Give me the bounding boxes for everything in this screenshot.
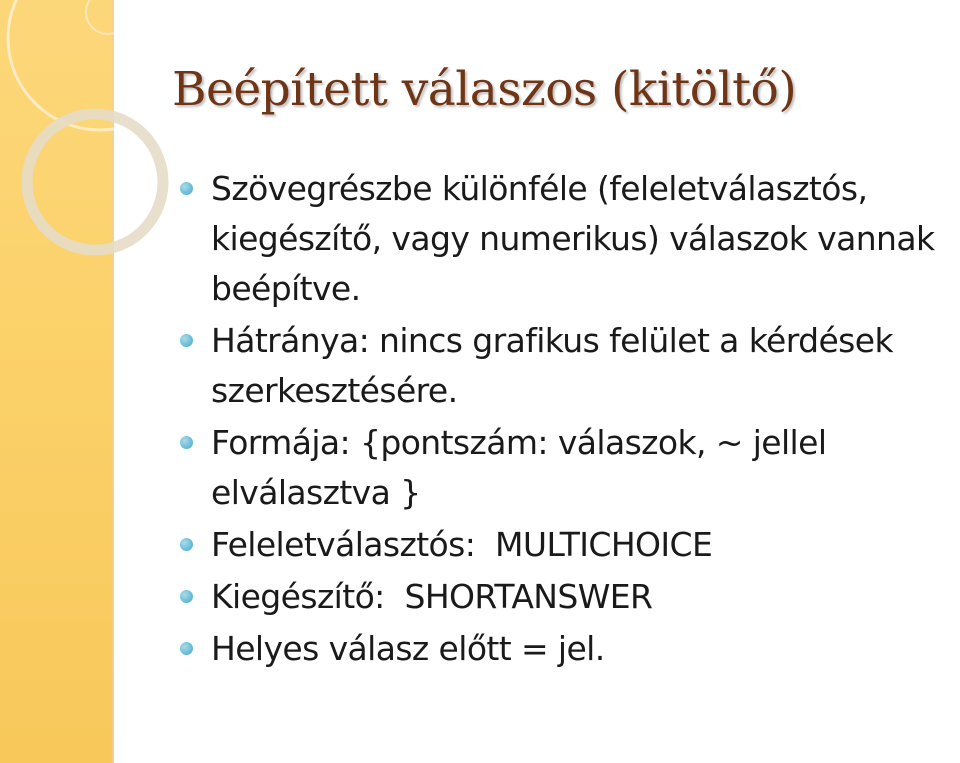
ring-top xyxy=(86,0,130,34)
bullet-line: szerkesztésére. xyxy=(211,371,458,410)
bullet-item xyxy=(178,520,948,570)
bullet-line: elválasztva } xyxy=(211,473,421,512)
bullet-line: beépítve. xyxy=(211,269,361,308)
bullet-item xyxy=(178,572,948,622)
bullet-dot-icon xyxy=(180,590,193,603)
bullet-list xyxy=(178,164,948,674)
bullet-dot-icon xyxy=(180,642,193,655)
bullet-line: Feleletválasztós: MULTICHOICE xyxy=(211,525,713,564)
bullet-line: Formája: {pontszám: válaszok, ~ jellel xyxy=(211,423,827,462)
bullet-item xyxy=(178,316,948,416)
bullet-line: Helyes válasz előtt = jel. xyxy=(211,629,605,668)
bullet-item xyxy=(178,624,948,674)
bullet-item xyxy=(178,418,948,518)
bullet-item xyxy=(178,164,948,314)
bullet-dot-icon xyxy=(180,334,193,347)
bullet-line: Szövegrészbe különféle (feleletválasztós, xyxy=(211,169,868,208)
bullet-line: Kiegészítő: SHORTANSWER xyxy=(211,577,653,616)
bullet-line: kiegészítő, vagy numerikus) válaszok vannak xyxy=(211,219,935,258)
slide-title: Beépített válaszos (kitöltő) xyxy=(172,62,797,117)
bullet-dot-icon xyxy=(180,436,193,449)
bullet-line: Hátránya: nincs grafikus felület a kérdések xyxy=(211,321,893,360)
decorative-rings xyxy=(0,0,200,260)
bullet-dot-icon xyxy=(180,182,193,195)
ring-small xyxy=(27,114,163,250)
bullet-dot-icon xyxy=(180,538,193,551)
